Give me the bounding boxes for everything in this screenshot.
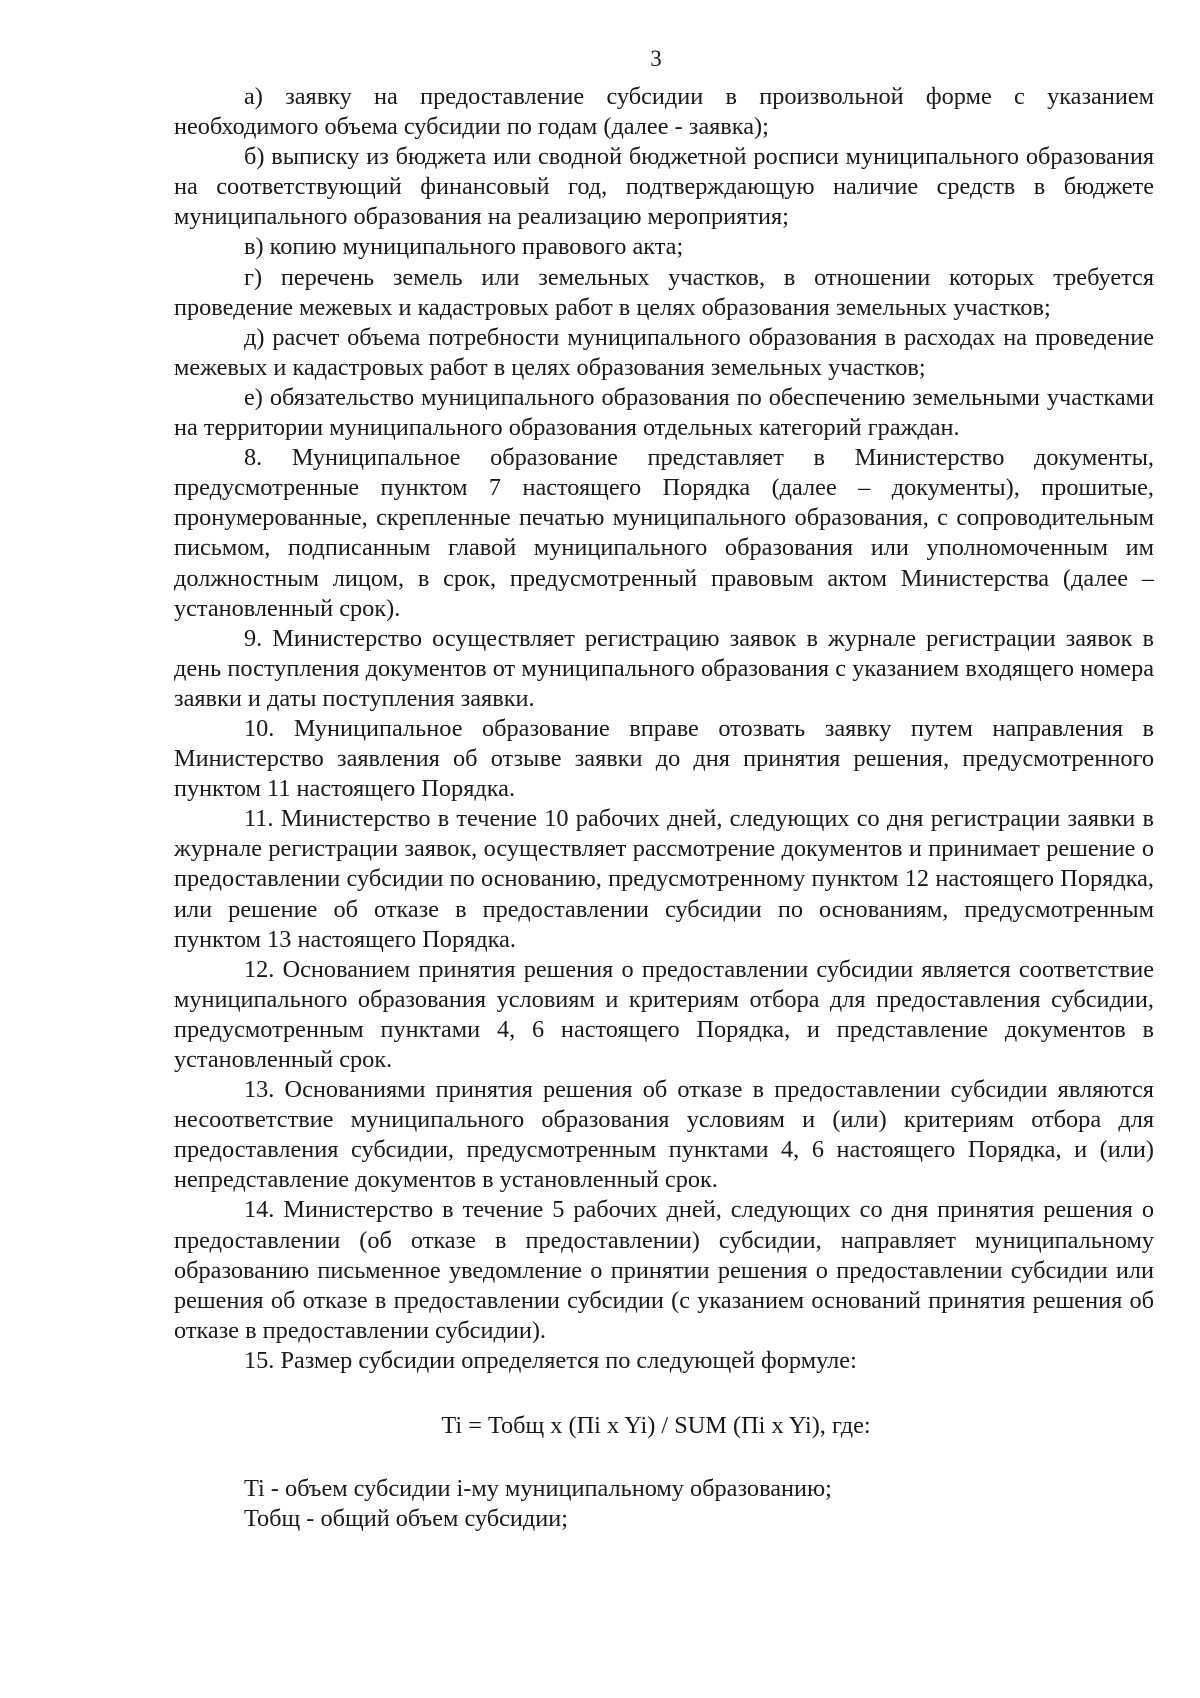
page-number: 3 (650, 46, 662, 71)
paragraph-clause-10: 10. Муниципальное образование вправе отозвать заявку путем направления в Министерство заявления об отзыве заявки до дня принятия решения, предусмотренного пунктом 11 настоящего Порядка. (174, 714, 1154, 803)
paragraph-clause-12: 12. Основанием принятия решения о предоставлении субсидии является соответствие муниципального образования условиям и критериям отбора для предоставления субсидии, предусмотренным пунктами 4, 6 настоящего Порядка, и представление документов в установленный срок. (174, 955, 1154, 1073)
paragraph-clause-13: 13. Основаниями принятия решения об отказе в предоставлении субсидии являются несоответствие муниципального образования условиям и (или) критериям отбора для предоставления субсидии, предусмотренным пунктами 4, 6 настоящего Порядка, и (или) непредставление документов в установленный срок. (174, 1076, 1154, 1194)
paragraph-item-v: в) копию муниципального правового акта; (244, 233, 684, 261)
definition-tobshch: Тобщ - общий объем субсидии; (244, 1505, 569, 1533)
paragraph-item-e: е) обязательство муниципального образования по обеспечению земельными участками на территории муниципального образования отдельных категорий граждан. (174, 383, 1154, 442)
paragraph-item-a: а) заявку на предоставление субсидии в произвольной форме с указанием необходимого объема субсидии по годам (далее - заявка); (174, 83, 1154, 141)
paragraph-clause-9: 9. Министерство осуществляет регистрацию заявок в журнале регистрации заявок в день поступления документов от муниципального образования с указанием входящего номера заявки и даты поступления заявки. (174, 624, 1154, 712)
paragraph-clause-15: 15. Размер субсидии определяется по следующей формуле: (244, 1346, 857, 1374)
definition-ti: Ti - объем субсидии i-му муниципальному образованию; (244, 1475, 832, 1502)
formula-definitions (244, 1474, 1154, 1534)
paragraph-clause-11: 11. Министерство в течение 10 рабочих дней, следующих со дня регистрации заявки в журнале регистрации заявок, осуществляет рассмотрение документов и принимает решение о предоставлении субсидии по основанию, предусмотренному пунктом 12 настоящего Порядка, или решение об отказе в предоставлении субсидии по основаниям, предусмотренным пунктом 13 настоящего Порядка. (174, 805, 1154, 953)
paragraph-clause-8: 8. Муниципальное образование представляет в Министерство документы, предусмотренные пунктом 7 настоящего Порядка (далее – документы), прошитые, пронумерованные, скрепленные печатью муниципального образования, с сопроводительным письмом, подписанным главой муниципального образования или уполномоченным им должностным лицом, в срок, предусмотренный правовым актом Министерства (далее – установленный срок). (174, 444, 1154, 622)
subsidy-formula: Ti = Тобщ x (Пi x Yi) / SUM (Пi x Yi), где: (441, 1412, 871, 1439)
paragraph-item-b: б) выписку из бюджета или сводной бюджетной росписи муниципального образования на соответствующий финансовый год, подтверждающую наличие средств в бюджете муниципального образования на реализацию мероприятия; (174, 143, 1154, 231)
body-text (174, 82, 1154, 1376)
paragraph-item-d: д) расчет объема потребности муниципального образования в расходах на проведение межевых и кадастровых работ в целях образования земельных участков; (174, 323, 1154, 381)
paragraph-clause-14: 14. Министерство в течение 5 рабочих дней, следующих со дня принятия решения о предоставлении (об отказе в предоставлении) субсидии, направляет муниципальному образованию письменное уведомление о принятии решения о предоставлении субсидии или решения об отказе в предоставлении субсидии (с указанием оснований принятия решения об отказе в предоставлении субсидии). (174, 1196, 1154, 1344)
paragraph-item-g: г) перечень земель или земельных участков, в отношении которых требуется проведение межевых и кадастровых работ в целях образования земельных участков; (174, 263, 1154, 321)
